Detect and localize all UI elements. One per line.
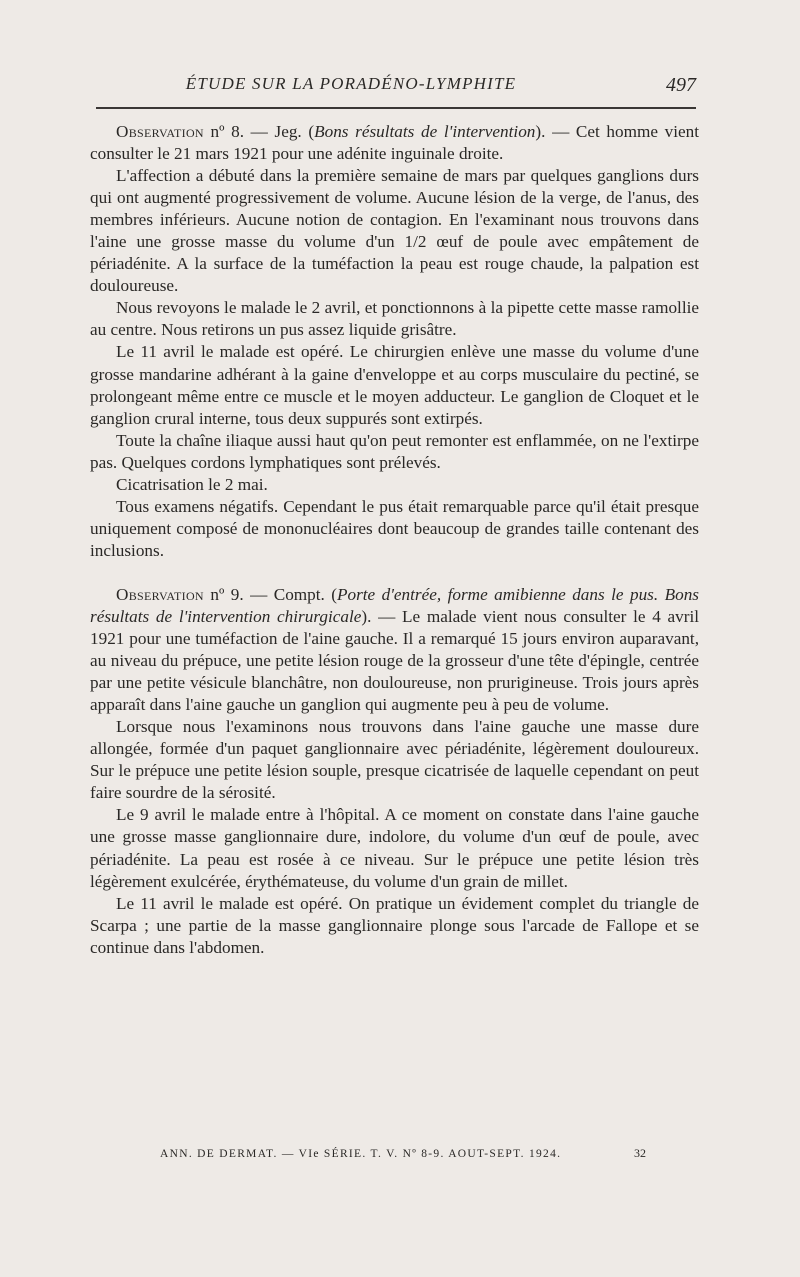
observation-label: Observation [116,122,204,141]
observation-number: nº 8. — Jeg. ( [210,122,315,141]
paragraph: Cicatrisation le 2 mai. [116,474,268,494]
footer-citation: ANN. DE DERMAT. — VIe SÉRIE. T. V. Nº 8-9. AOUT-SEPT. 1924. [160,1148,562,1160]
paragraph: Le 11 avril le malade est opéré. On pratique un évidement complet du triangle de Scarpa ; une partie de la masse ganglionnaire plonge sous l'arcade de Fallope et se continue dans l'abdomen. [90,893,699,957]
observation-title: Porte d'entrée, forme amibienne dans le pus. Bons résultats de l'intervention chirurgicale [90,584,700,626]
paragraph: Nous revoyons le malade le 2 avril, et ponctionnons à la pipette cette masse ramollie au centre. Nous retirons un pus assez liquide grisâtre. [90,298,699,340]
observation-title: Bons résultats de l'intervention [314,122,536,141]
paragraph: Le 11 avril le malade est opéré. Le chirurgien enlève une masse du volume d'une grosse mandarine adhérant à la gaine d'enveloppe et au corps musculaire du pectiné, se prolongeant même entre ce muscle et le moyen adducteur. Le ganglion de Cloquet et le ganglion crural interne, tous deux suppurés sont extirpés. [90,342,699,428]
body-text [90,121,699,959]
paragraph: L'affection a débuté dans la première semaine de mars par quelques ganglions durs qui ont augmenté progressivement de volume. Aucune lésion de la verge, de l'anus, des membres inférieurs. Aucune notion de contagion. En l'examinant nous trouvons dans l'aine une grosse masse du volume d'un 1/2 œuf de poule avec empâtement de périadénite. A la surface de la tuméfaction la peau est rouge chaude, la palpation est douloureuse. [90,166,699,296]
observation-number: nº 9. — Compt. ( [210,584,337,604]
paragraph: Le 9 avril le malade entre à l'hôpital. A ce moment on constate dans l'aine gauche une grosse masse ganglionnaire dure, indolore, du volume d'un œuf de poule, avec périadénite. La peau est rosée à ce niveau. Sur le prépuce une petite lésion très légèrement exulcérée, érythémateuse, du volume d'un grain de millet. [90,805,699,891]
paragraph: Toute la chaîne iliaque aussi haut qu'on peut remonter est enflammée, on ne l'extirpe pas. Quelques cordons lymphatiques sont prélevés. [90,430,699,472]
header-rule [96,107,696,109]
running-head [96,74,696,100]
sheet-number: 32 [634,1146,646,1160]
paragraph: Tous examens négatifs. Cependant le pus était remarquable parce qu'il était presque uniquement composé de mononucléaires dont beaucoup de grandes taille contenant des inclusions. [90,496,699,560]
running-title: ÉTUDE SUR LA PORADÉNO-LYMPHITE [185,74,517,93]
page-number: 497 [666,74,696,96]
observation-lead: ). — Cet homme vient consulter le 21 mars 1921 pour une adénite inguinale droite. [90,122,700,164]
observation-lead: ). — Le malade vient nous consulter le 4 avril 1921 pour une tuméfaction de l'aine gauche. Il a remarqué 15 jours environ auparavant, au niveau du prépuce, une petite lésion rouge de la grosseur d'une tête d'épingle, centrée par une petite vésicule blanchâtre, non douloureuse, non prurigineuse. Trois jours après apparaît dans l'aine gauche un ganglion qui augmente peu à peu de volume. [90,606,699,715]
observation-9-heading [90,584,699,716]
observation-8-heading [90,121,699,165]
observation-label: Observation [116,584,204,604]
paragraph: Lorsque nous l'examinons nous trouvons dans l'aine gauche une masse dure allongée, formée d'un paquet ganglionnaire avec périadénite, légèrement douloureux. Sur le prépuce une petite lésion souple, presque cicatrisée de laquelle cependant on peut faire sourdre de la sérosité. [90,717,699,803]
